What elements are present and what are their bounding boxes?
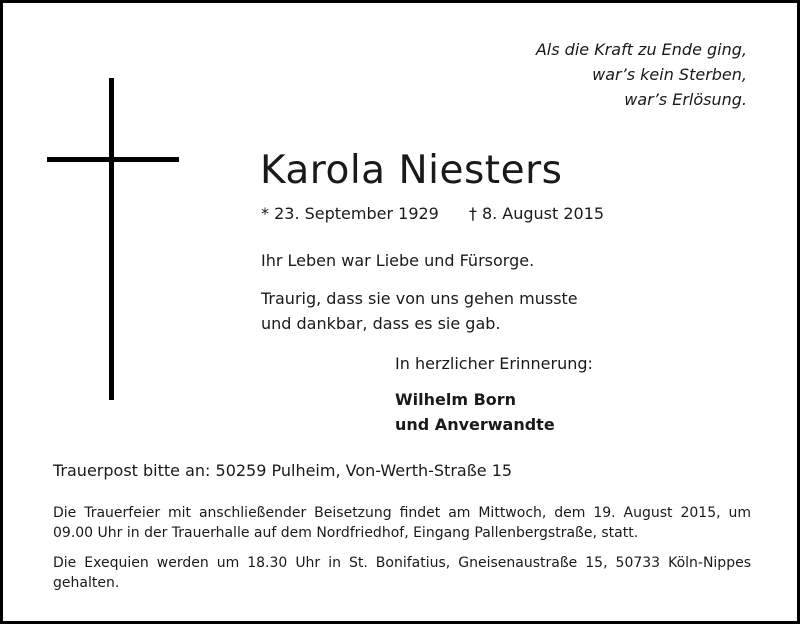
poem [536, 37, 747, 112]
poem-line: war’s Erlösung. [624, 90, 747, 109]
signer-name: Wilhelm Born [395, 390, 517, 409]
mail-address: Trauerpost bitte an: 50259 Pulheim, Von-Werth-Straße 15 [53, 461, 513, 480]
funeral-details: Die Trauerfeier mit anschließender Beisetzung findet am Mittwoch, dem 19. August 2015, um 09.00 Uhr in der Trauerhalle auf dem Nordfriedhof, Eingang Pallenbergstraße, statt. [53, 505, 751, 541]
birth-date: * 23. September 1929 [261, 204, 439, 223]
memory-heading: In herzlicher Erinnerung: [395, 354, 593, 373]
cross-icon [109, 78, 114, 400]
farewell-line: Traurig, dass sie von uns gehen musste [261, 289, 578, 308]
death-date: † 8. August 2015 [468, 204, 605, 223]
poem-line: war’s kein Sterben, [592, 65, 747, 84]
deceased-name: Karola Niesters [260, 148, 563, 193]
cross-icon-bar [47, 157, 179, 162]
poem-line: Als die Kraft zu Ende ging, [535, 40, 747, 59]
life-statement: Ihr Leben war Liebe und Fürsorge. [261, 251, 535, 270]
farewell-statement [261, 286, 578, 336]
signer-name: und Anverwandte [395, 415, 555, 434]
exequies-details: Die Exequien werden um 18.30 Uhr in St. Bonifatius, Gneisenaustraße 15, 50733 Köln-Nippes gehalten. [53, 555, 751, 591]
life-dates [261, 203, 604, 225]
signers [395, 387, 555, 437]
farewell-line: und dankbar, dass es sie gab. [261, 314, 501, 333]
